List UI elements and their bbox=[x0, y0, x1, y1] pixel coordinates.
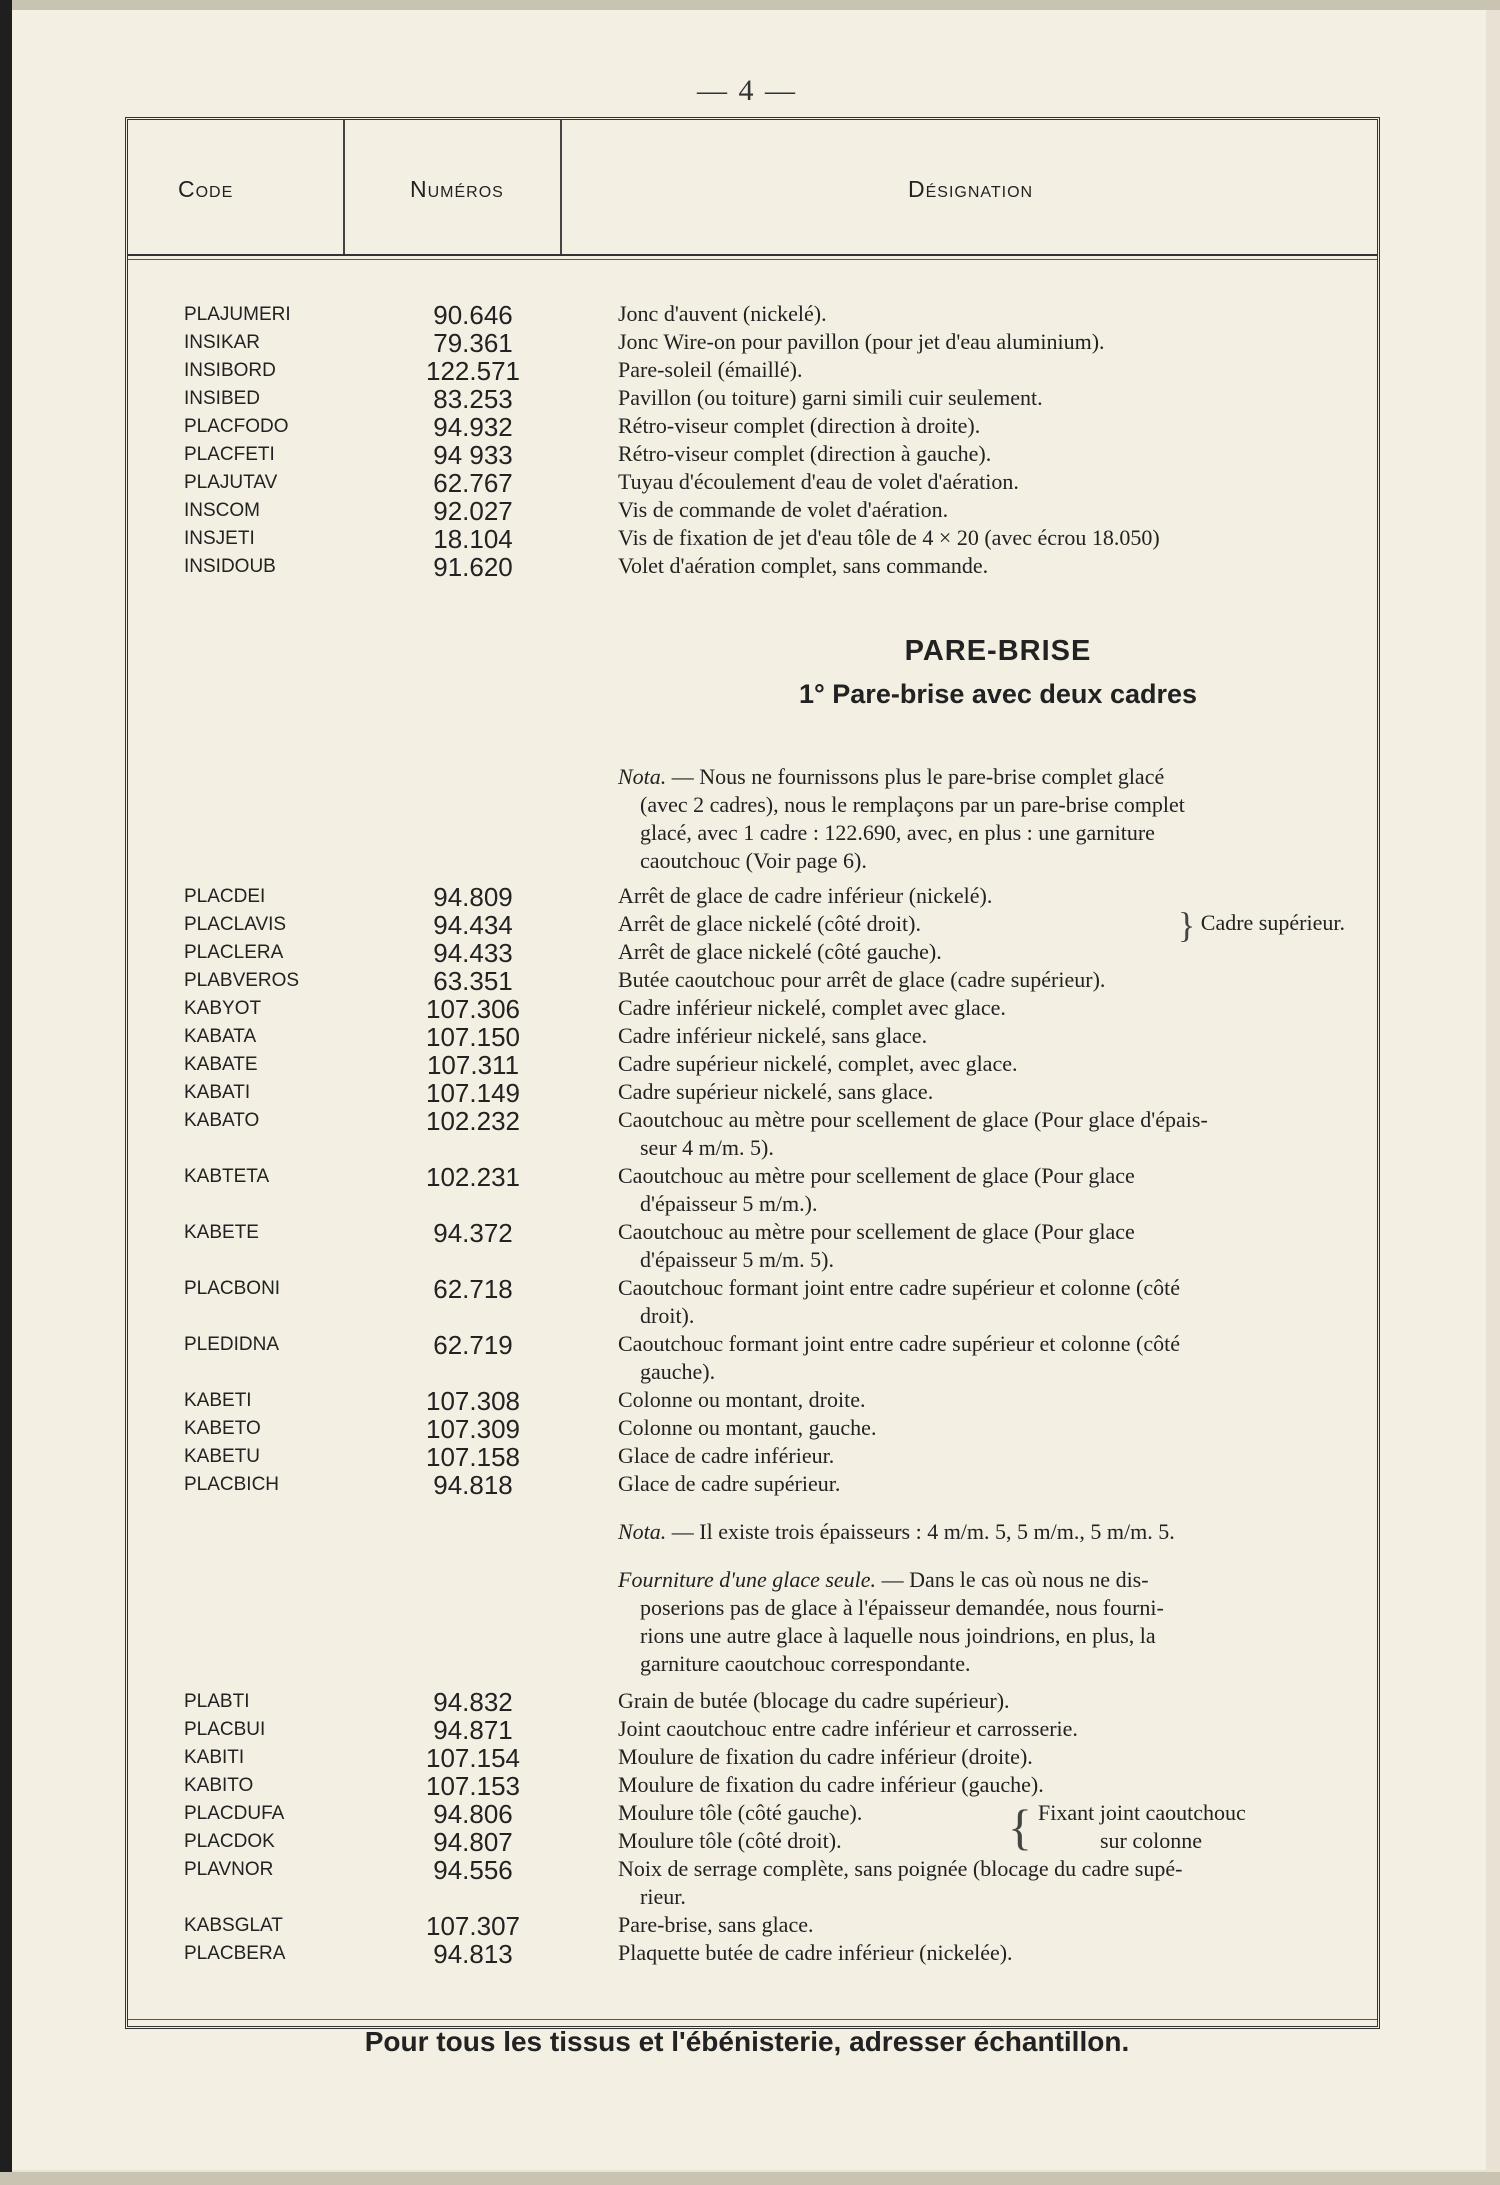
fourniture-text: poserions pas de glace à l'épaisseur demandée, nous fourni- bbox=[640, 1595, 1164, 1620]
part-designation: Cadre supérieur nickelé, sans glace. bbox=[618, 1079, 934, 1104]
table-row bbox=[128, 300, 1383, 328]
part-number: 79.361 bbox=[433, 328, 513, 358]
part-code: INSIKAR bbox=[184, 332, 261, 353]
designation-line: Caoutchouc au mètre pour scellement de glace (Pour glace bbox=[618, 1219, 1135, 1244]
part-number: 94.434 bbox=[433, 910, 513, 940]
bottom-rule bbox=[128, 2019, 1377, 2020]
part-number: 90.646 bbox=[433, 300, 513, 330]
part-code: INSIBORD bbox=[184, 360, 276, 381]
part-code: KABITO bbox=[184, 1775, 254, 1796]
part-designation bbox=[618, 1106, 1378, 1162]
table-row bbox=[128, 1911, 1383, 1939]
part-designation bbox=[618, 1330, 1378, 1386]
part-number: 107.150 bbox=[426, 1022, 520, 1052]
part-designation: Arrêt de glace nickelé (côté droit). bbox=[618, 911, 921, 936]
brace-icon: } bbox=[1178, 904, 1196, 945]
part-code: KABETO bbox=[184, 1418, 261, 1439]
part-designation: Jonc d'auvent (nickelé). bbox=[618, 301, 827, 326]
designation-line: d'épaisseur 5 m/m. 5). bbox=[640, 1247, 834, 1272]
designation-line: seur 4 m/m. 5). bbox=[640, 1135, 774, 1160]
section-subtitle: 1° Pare-brise avec deux cadres bbox=[798, 679, 1198, 709]
fourniture-label: Fourniture d'une glace seule. bbox=[618, 1567, 877, 1592]
table-row bbox=[128, 1715, 1383, 1743]
table-row bbox=[128, 1442, 1383, 1470]
part-designation: Arrêt de glace nickelé (côté gauche). bbox=[618, 939, 942, 964]
part-number: 107.311 bbox=[426, 1050, 520, 1080]
table-row bbox=[128, 1330, 1383, 1384]
part-code: PLACLAVIS bbox=[184, 914, 287, 935]
designation-line: droit). bbox=[640, 1303, 695, 1328]
scan-edge-left bbox=[0, 0, 12, 2185]
part-designation: Volet d'aération complet, sans commande. bbox=[618, 553, 989, 578]
part-code: PLACBUI bbox=[184, 1719, 266, 1740]
part-number: 92.027 bbox=[433, 496, 513, 526]
page-number: — 4 — bbox=[697, 74, 797, 107]
part-code: KABYOT bbox=[184, 998, 262, 1019]
designation-line: Noix de serrage complète, sans poignée (blocage du cadre supé- bbox=[618, 1856, 1183, 1881]
part-designation: Colonne ou montant, gauche. bbox=[618, 1415, 877, 1440]
part-number: 122.571 bbox=[426, 356, 520, 386]
part-number: 107.307 bbox=[426, 1911, 520, 1941]
part-code: PLACLERA bbox=[184, 942, 284, 963]
part-number: 91.620 bbox=[433, 552, 513, 582]
part-code: INSIDOUB bbox=[184, 556, 276, 577]
part-code: KABITI bbox=[184, 1747, 245, 1768]
part-designation bbox=[618, 1162, 1378, 1218]
part-code: INSCOM bbox=[184, 500, 260, 521]
table-row bbox=[128, 440, 1383, 468]
nota-text: caoutchouc (Voir page 6). bbox=[640, 848, 867, 873]
table-row bbox=[128, 412, 1383, 440]
designation-line: gauche). bbox=[640, 1359, 716, 1384]
part-code: PLACDUFA bbox=[184, 1803, 285, 1824]
fourniture-text: garniture caoutchouc correspondante. bbox=[640, 1651, 971, 1676]
part-number: 107.149 bbox=[426, 1078, 520, 1108]
brace-label: Fixant joint caoutchouc bbox=[1038, 1800, 1246, 1825]
fourniture-text: rions une autre glace à laquelle nous joindrions, en plus, la bbox=[640, 1623, 1156, 1648]
part-designation: Pare-brise, sans glace. bbox=[618, 1912, 814, 1937]
part-number: 62.718 bbox=[433, 1274, 513, 1304]
part-number: 83.253 bbox=[433, 384, 513, 414]
part-number: 107.154 bbox=[426, 1743, 520, 1773]
part-number: 102.231 bbox=[426, 1162, 520, 1192]
part-designation: Glace de cadre supérieur. bbox=[618, 1471, 841, 1496]
part-code: INSIBED bbox=[184, 388, 261, 409]
part-designation bbox=[618, 1218, 1378, 1274]
table-row bbox=[128, 1050, 1383, 1078]
part-designation: Colonne ou montant, droite. bbox=[618, 1387, 866, 1412]
table-row bbox=[128, 524, 1383, 552]
part-designation: Moulure tôle (côté gauche). bbox=[618, 1800, 863, 1825]
part-code: KABATA bbox=[184, 1026, 257, 1047]
part-code: KABATO bbox=[184, 1110, 260, 1131]
designation-line: Caoutchouc au mètre pour scellement de glace (Pour glace bbox=[618, 1163, 1135, 1188]
part-number: 107.309 bbox=[426, 1414, 520, 1444]
part-code: KABETI bbox=[184, 1390, 252, 1411]
designation-line: Caoutchouc au mètre pour scellement de glace (Pour glace d'épais- bbox=[618, 1107, 1208, 1132]
part-number: 94.807 bbox=[433, 1827, 513, 1857]
header-rule bbox=[128, 254, 1377, 256]
table-row bbox=[128, 1274, 1383, 1328]
part-designation: Vis de fixation de jet d'eau tôle de 4 × 20 (avec écrou 18.050) bbox=[618, 525, 1160, 550]
part-code: KABATI bbox=[184, 1082, 251, 1103]
part-designation: Pavillon (ou toiture) garni simili cuir seulement. bbox=[618, 385, 1043, 410]
brace-icon: { bbox=[1008, 1799, 1032, 1855]
table-row bbox=[128, 1414, 1383, 1442]
part-number: 94.813 bbox=[433, 1939, 513, 1969]
part-designation: Cadre inférieur nickelé, sans glace. bbox=[618, 1023, 928, 1048]
part-number: 94.932 bbox=[433, 412, 513, 442]
designation-line: d'épaisseur 5 m/m.). bbox=[640, 1191, 818, 1216]
table-row bbox=[128, 1687, 1383, 1715]
nota-text: — Nous ne fournissons plus le pare-brise complet glacé bbox=[671, 764, 1165, 789]
part-designation: Moulure de fixation du cadre inférieur (gauche). bbox=[618, 1772, 1044, 1797]
table-row bbox=[128, 356, 1383, 384]
part-designation: Moulure de fixation du cadre inférieur (droite). bbox=[618, 1744, 1033, 1769]
brace-label: Cadre supérieur. bbox=[1200, 910, 1345, 935]
table-row bbox=[128, 328, 1383, 356]
column-divider bbox=[560, 120, 562, 254]
table-row bbox=[128, 966, 1383, 994]
part-designation: Plaquette butée de cadre inférieur (nickelée). bbox=[618, 1940, 1013, 1965]
part-code: PLEDIDNA bbox=[184, 1334, 280, 1355]
table-row bbox=[128, 1771, 1383, 1799]
part-number: 94.556 bbox=[433, 1855, 513, 1885]
designation-line: Caoutchouc formant joint entre cadre supérieur et colonne (côté bbox=[618, 1331, 1180, 1356]
column-divider bbox=[343, 120, 345, 254]
part-number: 94.433 bbox=[433, 938, 513, 968]
part-code: KABETU bbox=[184, 1446, 261, 1467]
part-number: 62.767 bbox=[433, 468, 513, 498]
part-code: PLACDEI bbox=[184, 886, 266, 907]
part-code: KABATE bbox=[184, 1054, 258, 1075]
part-number: 107.153 bbox=[426, 1771, 520, 1801]
part-code: PLACFETI bbox=[184, 444, 275, 465]
part-designation: Tuyau d'écoulement d'eau de volet d'aération. bbox=[618, 469, 1019, 494]
part-designation: Joint caoutchouc entre cadre inférieur et carrosserie. bbox=[618, 1716, 1078, 1741]
part-number: 102.232 bbox=[426, 1106, 520, 1136]
nota-label: Nota. bbox=[618, 764, 667, 789]
part-designation: Pare-soleil (émaillé). bbox=[618, 357, 803, 382]
header-code: Code bbox=[178, 176, 234, 202]
header-designation: Désignation bbox=[908, 176, 1034, 202]
part-code: KABETE bbox=[184, 1222, 259, 1243]
table-row bbox=[128, 496, 1383, 524]
part-designation: Arrêt de glace de cadre inférieur (nickelé). bbox=[618, 883, 993, 908]
part-code: PLABVEROS bbox=[184, 970, 300, 991]
parts-table bbox=[125, 117, 1380, 2029]
table-row bbox=[128, 1106, 1383, 1160]
part-number: 107.158 bbox=[426, 1442, 520, 1472]
scan-edge-bottom bbox=[0, 2172, 1500, 2185]
table-row bbox=[128, 1743, 1383, 1771]
part-code: PLAVNOR bbox=[184, 1859, 274, 1880]
part-code: PLACBONI bbox=[184, 1278, 281, 1299]
nota-text: glacé, avec 1 cadre : 122.690, avec, en plus : une garniture bbox=[640, 820, 1155, 845]
part-designation: Glace de cadre inférieur. bbox=[618, 1443, 835, 1468]
table-row bbox=[128, 468, 1383, 496]
header-rule bbox=[128, 259, 1377, 260]
brace-label: sur colonne bbox=[1100, 1828, 1203, 1853]
part-code: PLACBICH bbox=[184, 1474, 280, 1495]
designation-line: rieur. bbox=[640, 1884, 686, 1909]
designation-line: Caoutchouc formant joint entre cadre supérieur et colonne (côté bbox=[618, 1275, 1180, 1300]
table-row bbox=[128, 1218, 1383, 1272]
section-title: PARE-BRISE bbox=[904, 635, 1092, 667]
part-number: 94.372 bbox=[433, 1218, 513, 1248]
nota-text: (avec 2 cadres), nous le remplaçons par un pare-brise complet bbox=[640, 792, 1185, 817]
brace-annotation bbox=[1178, 904, 1345, 945]
part-designation: Cadre supérieur nickelé, complet, avec glace. bbox=[618, 1051, 1018, 1076]
part-code: INSJETI bbox=[184, 528, 255, 549]
part-code: PLAJUMERI bbox=[184, 304, 291, 325]
part-number: 94 933 bbox=[433, 440, 513, 470]
table-row bbox=[128, 384, 1383, 412]
table-row bbox=[128, 1078, 1383, 1106]
part-number: 63.351 bbox=[433, 966, 513, 996]
part-number: 94.818 bbox=[433, 1470, 513, 1500]
scan-edge-top bbox=[0, 0, 1500, 10]
table-row bbox=[128, 1386, 1383, 1414]
footer-note: Pour tous les tissus et l'ébénisterie, adresser échantillon. bbox=[364, 2026, 1130, 2057]
part-number: 94.806 bbox=[433, 1799, 513, 1829]
part-code: PLAJUTAV bbox=[184, 472, 278, 493]
fourniture-text: — Dans le cas où nous ne dis- bbox=[881, 1567, 1149, 1592]
part-designation: Vis de commande de volet d'aération. bbox=[618, 497, 949, 522]
part-number: 18.104 bbox=[433, 524, 513, 554]
part-designation: Cadre inférieur nickelé, complet avec glace. bbox=[618, 995, 1006, 1020]
table-row bbox=[128, 1022, 1383, 1050]
part-code: PLACDOK bbox=[184, 1831, 275, 1852]
nota-label: Nota. bbox=[618, 1519, 667, 1544]
table-row bbox=[128, 1939, 1383, 1967]
part-designation bbox=[618, 1855, 1378, 1911]
table-row bbox=[128, 994, 1383, 1022]
part-designation bbox=[618, 1274, 1378, 1330]
part-code: KABSGLAT bbox=[184, 1915, 283, 1936]
part-designation: Moulure tôle (côté droit). bbox=[618, 1828, 842, 1853]
part-number: 62.719 bbox=[433, 1330, 513, 1360]
document-page bbox=[8, 10, 1486, 2170]
part-number: 94.809 bbox=[433, 882, 513, 912]
table-row bbox=[128, 1162, 1383, 1216]
part-designation: Rétro-viseur complet (direction à droite). bbox=[618, 413, 981, 438]
part-code: PLACBERA bbox=[184, 1943, 286, 1964]
nota-block bbox=[618, 763, 1373, 875]
table-row bbox=[128, 1470, 1383, 1498]
header-numeros: Numéros bbox=[410, 176, 504, 202]
table-row bbox=[128, 1855, 1383, 1909]
part-code: KABTETA bbox=[184, 1166, 270, 1187]
part-designation: Jonc Wire-on pour pavillon (pour jet d'eau aluminium). bbox=[618, 329, 1105, 354]
fourniture-block bbox=[618, 1566, 1373, 1678]
part-designation: Rétro-viseur complet (direction à gauche). bbox=[618, 441, 992, 466]
part-number: 94.871 bbox=[433, 1715, 513, 1745]
part-number: 107.308 bbox=[426, 1386, 520, 1416]
part-number: 107.306 bbox=[426, 994, 520, 1024]
part-number: 94.832 bbox=[433, 1687, 513, 1717]
part-code: PLABTI bbox=[184, 1691, 250, 1712]
part-code: PLACFODO bbox=[184, 416, 289, 437]
nota-text: — Il existe trois épaisseurs : 4 m/m. 5, 5 m/m., 5 m/m. 5. bbox=[671, 1519, 1175, 1544]
part-designation: Butée caoutchouc pour arrêt de glace (cadre supérieur). bbox=[618, 967, 1106, 992]
table-row bbox=[128, 552, 1383, 580]
part-designation: Grain de butée (blocage du cadre supérieur). bbox=[618, 1688, 1010, 1713]
nota-block bbox=[618, 1518, 1373, 1546]
